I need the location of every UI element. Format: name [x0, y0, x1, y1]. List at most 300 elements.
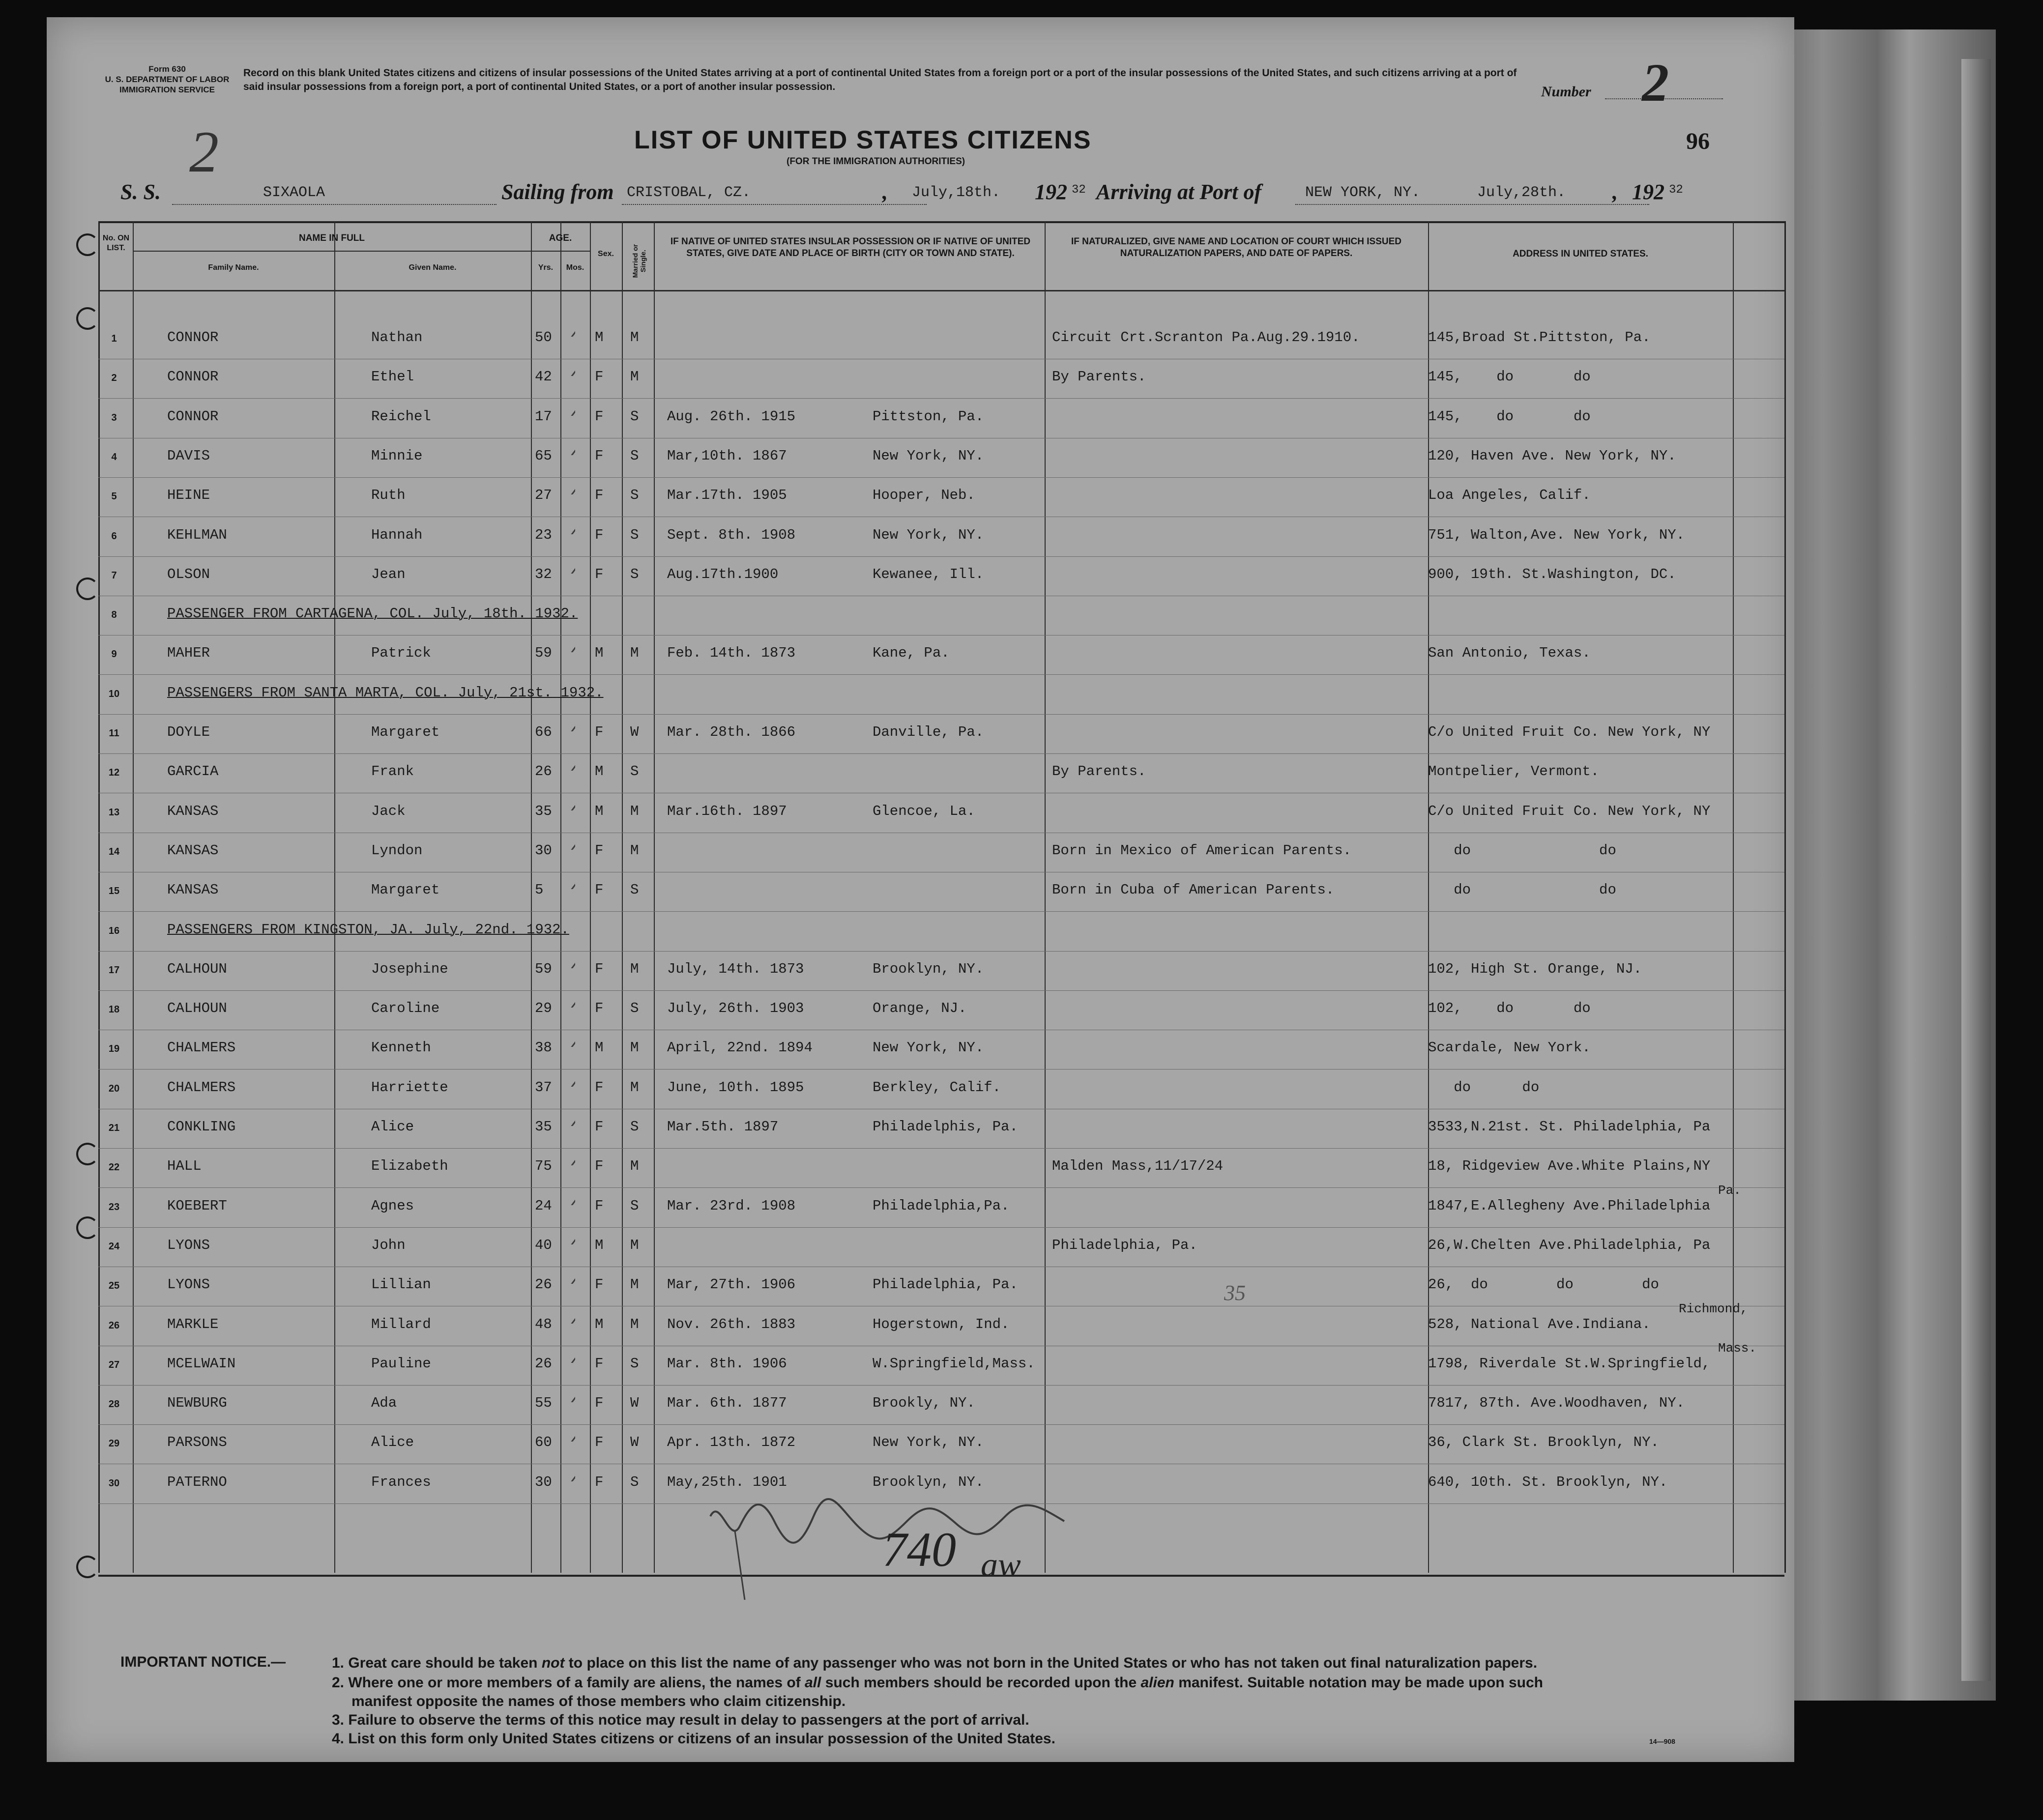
row-rule — [98, 635, 1784, 636]
check-mark — [555, 1304, 575, 1324]
address: 7817, 87th. Ave.Woodhaven, NY. — [1428, 1395, 1685, 1412]
address: C/o United Fruit Co. New York, NY — [1428, 803, 1711, 819]
address: 528, National Ave.Indiana. — [1428, 1316, 1651, 1332]
binder-hole — [76, 1216, 99, 1239]
family-name: LYONS — [167, 1276, 210, 1293]
birth-date: Mar. 8th. 1906 — [667, 1355, 787, 1372]
list-number-handwritten: 2 — [1642, 53, 1669, 113]
count-handwritten: 740 — [882, 1522, 956, 1577]
marital-status: M — [630, 960, 639, 977]
birth-date: Mar,10th. 1867 — [667, 447, 787, 464]
birth-date: Nov. 26th. 1883 — [667, 1316, 796, 1332]
family-name: HEINE — [167, 487, 210, 504]
section-heading: PASSENGER FROM CARTAGENA, COL. July, 18th. 1932. — [167, 606, 578, 622]
sex: F — [595, 526, 604, 543]
header-given-name: Given Name. — [409, 263, 457, 272]
row-number: 19 — [108, 1043, 120, 1055]
family-name: KEHLMAN — [167, 526, 227, 543]
address: 1847,E.Allegheny Ave.Philadelphia — [1428, 1197, 1711, 1214]
address: Scardale, New York. — [1428, 1040, 1591, 1056]
row-number: 1 — [111, 333, 117, 344]
marital-status: S — [630, 882, 639, 898]
binder-hole — [76, 233, 99, 256]
sex: F — [595, 882, 604, 898]
given-name: Kenneth — [371, 1040, 431, 1056]
check-mark — [555, 1264, 575, 1284]
header-address: ADDRESS IN UNITED STATES. — [1513, 249, 1648, 259]
form-identification — [103, 64, 231, 95]
year-suffix-1: 32 — [1072, 183, 1086, 197]
check-mark — [555, 830, 575, 850]
given-name: Nathan — [371, 329, 423, 346]
section-heading: PASSENGERS FROM SANTA MARTA, COL. July, 21st. 1932. — [167, 684, 604, 701]
row-number: 7 — [111, 570, 117, 581]
arrive-date: July,28th. — [1477, 184, 1566, 201]
sex: M — [595, 1316, 604, 1332]
family-name: KANSAS — [167, 803, 219, 819]
page-title: LIST OF UNITED STATES CITIZENS — [634, 126, 1092, 154]
check-mark — [555, 475, 575, 494]
birth-place: Brooklyn, NY. — [873, 960, 984, 977]
family-name: MAHER — [167, 645, 210, 662]
ship-name: SIXAOLA — [263, 184, 325, 201]
row-number: 18 — [108, 1004, 120, 1015]
row-rule — [98, 674, 1784, 675]
age-years: 5 — [535, 882, 544, 898]
sex: F — [595, 1395, 604, 1412]
marital-status: S — [630, 763, 639, 780]
year-prefix-2: 192 — [1632, 180, 1664, 204]
given-name: Ada — [371, 1395, 397, 1412]
birth-date: Mar. 23rd. 1908 — [667, 1197, 796, 1214]
family-name: PARSONS — [167, 1434, 227, 1451]
age-years: 26 — [535, 1355, 552, 1372]
page-subtitle: (FOR THE IMMIGRATION AUTHORITIES) — [787, 156, 965, 167]
col-line — [334, 221, 335, 1573]
age-years: 37 — [535, 1079, 552, 1096]
birth-place: Hogerstown, Ind. — [873, 1316, 1010, 1332]
birth-place: Philadelphia,Pa. — [873, 1197, 1010, 1214]
row-rule — [98, 1227, 1784, 1228]
binder-hole — [76, 1556, 99, 1578]
marital-status: S — [630, 447, 639, 464]
sex: F — [595, 1119, 604, 1135]
header-sex: Sex. — [598, 250, 614, 258]
given-name: Agnes — [371, 1197, 414, 1214]
row-number: 14 — [108, 846, 120, 857]
given-name: John — [371, 1237, 406, 1253]
age-years: 59 — [535, 645, 552, 662]
check-mark — [555, 356, 575, 376]
age-years: 26 — [535, 763, 552, 780]
passenger-table — [98, 221, 1784, 1577]
notice-item-1: 1. Great care should be taken not to place on this list the name of any passenger who was not born in the United States or who has not taken out final naturalization papers. — [332, 1655, 1538, 1671]
sex: F — [595, 487, 604, 504]
naturalization: By Parents. — [1052, 763, 1146, 780]
check-mark — [555, 396, 575, 416]
check-mark — [555, 554, 575, 574]
family-name: GARCIA — [167, 763, 219, 780]
given-name: Elizabeth — [371, 1158, 448, 1175]
family-name: HALL — [167, 1158, 202, 1175]
birth-place: W.Springfield,Mass. — [873, 1355, 1035, 1372]
family-name: NEWBURG — [167, 1395, 227, 1412]
row-number: 13 — [108, 807, 120, 818]
address: 640, 10th. St. Brooklyn, NY. — [1428, 1473, 1668, 1490]
row-rule — [98, 911, 1784, 912]
age-years: 59 — [535, 960, 552, 977]
row-rule — [98, 951, 1784, 952]
row-number: 22 — [108, 1162, 120, 1173]
address: 751, Walton,Ave. New York, NY. — [1428, 526, 1685, 543]
marital-status: M — [630, 842, 639, 859]
check-mark — [555, 1067, 575, 1087]
given-name: Frances — [371, 1473, 431, 1490]
header-married-single: Married or Single. — [631, 244, 647, 278]
page-number: 96 — [1686, 128, 1710, 154]
row-number: 9 — [111, 649, 117, 660]
birth-place: Brooklyn, NY. — [873, 1473, 984, 1490]
header-age: AGE. — [549, 233, 572, 243]
birth-date: Mar, 27th. 1906 — [667, 1276, 796, 1293]
age-years: 65 — [535, 447, 552, 464]
row-number: 10 — [108, 688, 120, 699]
birth-date: July, 14th. 1873 — [667, 960, 804, 977]
notice-item-2: 2. Where one or more members of a family are aliens, the names of all such members should be recorded upon the alien manifest. Suitable notation may be made upon such — [332, 1675, 1543, 1691]
marital-status: M — [630, 1237, 639, 1253]
age-years: 27 — [535, 487, 552, 504]
family-name: CONNOR — [167, 369, 219, 385]
given-name: Minnie — [371, 447, 423, 464]
age-years: 42 — [535, 369, 552, 385]
header-list-number: No. ON LIST. — [102, 234, 130, 252]
marital-status: M — [630, 1276, 639, 1293]
sex: F — [595, 408, 604, 425]
age-years: 24 — [535, 1197, 552, 1214]
family-name: KANSAS — [167, 842, 219, 859]
birth-place: Philadelphia, Pa. — [873, 1276, 1018, 1293]
given-name: Lillian — [371, 1276, 431, 1293]
stamp-number-handwritten: 35 — [1224, 1281, 1246, 1305]
check-mark — [555, 317, 575, 337]
birth-place: Glencoe, La. — [873, 803, 975, 819]
age-years: 35 — [535, 803, 552, 819]
sex: F — [595, 1473, 604, 1490]
birth-place: Berkley, Calif. — [873, 1079, 1001, 1096]
sex: F — [595, 1434, 604, 1451]
sex: F — [595, 1079, 604, 1096]
check-mark — [555, 791, 575, 810]
row-number: 12 — [108, 767, 120, 779]
age-years: 30 — [535, 842, 552, 859]
birth-date: Mar.5th. 1897 — [667, 1119, 779, 1135]
sex: F — [595, 1276, 604, 1293]
sex: F — [595, 1197, 604, 1214]
naturalization: Born in Cuba of American Parents. — [1052, 882, 1335, 898]
age-years: 40 — [535, 1237, 552, 1253]
address: do do — [1428, 882, 1616, 898]
given-name: Alice — [371, 1434, 414, 1451]
address: do do — [1428, 842, 1616, 859]
marital-status: S — [630, 1355, 639, 1372]
header-months: Mos. — [566, 263, 584, 272]
header-subline — [133, 251, 590, 252]
check-mark — [555, 1225, 575, 1244]
address: 26,W.Chelten Ave.Philadelphia, Pa — [1428, 1237, 1711, 1253]
sex: F — [595, 724, 604, 740]
birth-place: Danville, Pa. — [873, 724, 984, 740]
naturalization: Born in Mexico of American Parents. — [1052, 842, 1352, 859]
col-line — [531, 221, 532, 1573]
binder-hole — [76, 1143, 99, 1165]
address: 145,Broad St.Pittston, Pa. — [1428, 329, 1651, 346]
row-number: 11 — [109, 728, 119, 739]
notice-item-3: 3. Failure to observe the terms of this notice may result in delay to passengers at the port of arrival. — [332, 1712, 1029, 1728]
age-years: 26 — [535, 1276, 552, 1293]
birth-date: Mar.17th. 1905 — [667, 487, 787, 504]
check-mark — [555, 633, 575, 652]
margin-mark-handwritten: 2 — [189, 119, 219, 184]
age-years: 32 — [535, 566, 552, 582]
address: 1798, Riverdale St.W.Springfield, — [1428, 1355, 1711, 1372]
address-overflow: Pa. — [1718, 1183, 1741, 1198]
marital-status: M — [630, 1079, 639, 1096]
address: do do — [1428, 1079, 1540, 1096]
address: 26, do do do — [1428, 1276, 1659, 1293]
check-mark — [555, 1185, 575, 1205]
comma-2: , — [1612, 180, 1618, 204]
age-years: 23 — [535, 526, 552, 543]
marital-status: M — [630, 329, 639, 346]
check-mark — [555, 1343, 575, 1363]
check-mark — [555, 988, 575, 1008]
given-name: Alice — [371, 1119, 414, 1135]
number-label: Number — [1541, 84, 1591, 100]
family-name: OLSON — [167, 566, 210, 582]
birth-place: Kewanee, Ill. — [873, 566, 984, 582]
arriving-label: Arriving at Port of — [1096, 180, 1262, 204]
check-mark — [555, 949, 575, 968]
row-rule — [98, 1385, 1784, 1386]
family-name: PATERNO — [167, 1473, 227, 1490]
sex: F — [595, 1158, 604, 1175]
address: 102, do do — [1428, 1000, 1591, 1017]
row-number: 25 — [108, 1280, 120, 1292]
given-name: Hannah — [371, 526, 423, 543]
given-name: Pauline — [371, 1355, 431, 1372]
given-name: Harriette — [371, 1079, 448, 1096]
address: 36, Clark St. Brooklyn, NY. — [1428, 1434, 1659, 1451]
row-rule — [98, 477, 1784, 478]
given-name: Jack — [371, 803, 406, 819]
notice-item-2-cont: manifest opposite the names of those members who claim citizenship. — [351, 1693, 846, 1709]
marital-status: M — [630, 645, 639, 662]
birth-date: Apr. 13th. 1872 — [667, 1434, 796, 1451]
col-line — [560, 221, 561, 1573]
manifest-page — [47, 17, 1794, 1762]
notice-heading: IMPORTANT NOTICE.— — [120, 1654, 286, 1670]
family-name: CALHOUN — [167, 960, 227, 977]
age-years: 35 — [535, 1119, 552, 1135]
row-number: 4 — [111, 451, 117, 462]
check-mark — [555, 712, 575, 731]
address: 145, do do — [1428, 408, 1591, 425]
header-years: Yrs. — [538, 263, 554, 272]
sex: M — [595, 1237, 604, 1253]
to-line — [1295, 204, 1649, 205]
address: 3533,N.21st. St. Philadelphia, Pa — [1428, 1119, 1711, 1135]
given-name: Caroline — [371, 1000, 440, 1017]
sex: F — [595, 369, 604, 385]
sex: M — [595, 1040, 604, 1056]
address: C/o United Fruit Co. New York, NY — [1428, 724, 1711, 740]
birth-place: Pittston, Pa. — [873, 408, 984, 425]
birth-place: New York, NY. — [873, 526, 984, 543]
sex: M — [595, 645, 604, 662]
given-name: Ethel — [371, 369, 414, 385]
comma-1: , — [882, 180, 888, 204]
check-mark — [555, 1462, 575, 1481]
naturalization: Malden Mass,11/17/24 — [1052, 1158, 1224, 1175]
sex: F — [595, 960, 604, 977]
address: 102, High St. Orange, NJ. — [1428, 960, 1642, 977]
row-number: 23 — [108, 1201, 120, 1213]
binder-hole — [76, 578, 99, 600]
underlying-pages-edge — [1961, 59, 1991, 1681]
row-number: 17 — [108, 964, 120, 976]
notice-item-4: 4. List on this form only United States citizens or citizens of an insular possession of the United States. — [332, 1731, 1055, 1747]
birth-date: Feb. 14th. 1873 — [667, 645, 796, 662]
marital-status: S — [630, 1197, 639, 1214]
row-number: 2 — [111, 373, 117, 384]
marital-status: M — [630, 1040, 639, 1056]
header-naturalized: IF NATURALIZED, GIVE NAME AND LOCATION OF COURT WHICH ISSUED NATURALIZATION PAPERS, AND DATE OF PAPERS. — [1071, 236, 1401, 259]
age-years: 75 — [535, 1158, 552, 1175]
marital-status: W — [630, 1434, 639, 1451]
sex: F — [595, 1000, 604, 1017]
age-years: 38 — [535, 1040, 552, 1056]
birth-place: Brookly, NY. — [873, 1395, 975, 1412]
marital-status: S — [630, 408, 639, 425]
age-years: 55 — [535, 1395, 552, 1412]
marital-status: S — [630, 1473, 639, 1490]
sex: F — [595, 1355, 604, 1372]
row-rule — [98, 398, 1784, 399]
row-rule — [98, 1187, 1784, 1188]
age-years: 17 — [535, 408, 552, 425]
sail-date: July,18th. — [912, 184, 1001, 201]
birth-place: Hooper, Neb. — [873, 487, 975, 504]
ship-line — [172, 204, 496, 205]
col-line — [590, 221, 591, 1573]
birth-place: Philadelphis, Pa. — [873, 1119, 1018, 1135]
given-name: Ruth — [371, 487, 406, 504]
given-name: Lyndon — [371, 842, 423, 859]
given-name: Patrick — [371, 645, 431, 662]
given-name: Margaret — [371, 724, 440, 740]
birth-place: Kane, Pa. — [873, 645, 950, 662]
col-line — [133, 221, 134, 1573]
sex: M — [595, 763, 604, 780]
naturalization: Circuit Crt.Scranton Pa.Aug.29.1910. — [1052, 329, 1360, 346]
address: Montpelier, Vermont. — [1428, 763, 1600, 780]
family-name: DOYLE — [167, 724, 210, 740]
sex: F — [595, 566, 604, 582]
family-name: MCELWAIN — [167, 1355, 236, 1372]
family-name: MARKLE — [167, 1316, 219, 1332]
header-family-name: Family Name. — [208, 263, 259, 272]
year-prefix-1: 192 — [1035, 180, 1067, 204]
row-number: 20 — [108, 1083, 120, 1094]
row-number: 8 — [111, 609, 117, 621]
marital-status: M — [630, 1316, 639, 1332]
marital-status: S — [630, 1000, 639, 1017]
family-name: CHALMERS — [167, 1079, 236, 1096]
address: San Antonio, Texas. — [1428, 645, 1591, 662]
marital-status: S — [630, 526, 639, 543]
sex: M — [595, 803, 604, 819]
row-number: 24 — [108, 1241, 120, 1252]
age-years: 66 — [535, 724, 552, 740]
marital-status: W — [630, 1395, 639, 1412]
family-name: CHALMERS — [167, 1040, 236, 1056]
row-number: 16 — [108, 925, 120, 936]
form-instructions: Record on this blank United States citizens and citizens of insular possessions of the United States arriving at a port of continental United States from a foreign port or a port of the insular possessions of the United States, and such citizens arriving at a port of said insular possessions from a foreign port, a port of continental United States, or a port of another insular possession. — [243, 67, 1517, 92]
row-number: 6 — [111, 530, 117, 542]
birth-place: New York, NY. — [873, 1040, 984, 1056]
header-bottom-line — [98, 290, 1784, 291]
birth-place: New York, NY. — [873, 1434, 984, 1451]
count-suffix-handwritten: aw — [981, 1546, 1021, 1584]
col-line — [98, 221, 100, 1573]
address: 120, Haven Ave. New York, NY. — [1428, 447, 1676, 464]
birth-date: July, 26th. 1903 — [667, 1000, 804, 1017]
given-name: Reichel — [371, 408, 431, 425]
family-name: CALHOUN — [167, 1000, 227, 1017]
address: 145, do do — [1428, 369, 1591, 385]
row-rule — [98, 714, 1784, 715]
birth-date: Mar. 6th. 1877 — [667, 1395, 787, 1412]
row-number: 5 — [111, 491, 117, 502]
marital-status: S — [630, 487, 639, 504]
department-name: U. S. DEPARTMENT OF LABOR — [105, 75, 230, 84]
given-name: Frank — [371, 763, 414, 780]
sex: F — [595, 447, 604, 464]
form-number: Form 630 — [148, 64, 186, 74]
birth-date: Mar. 28th. 1866 — [667, 724, 796, 740]
age-years: 29 — [535, 1000, 552, 1017]
age-years: 30 — [535, 1473, 552, 1490]
family-name: CONNOR — [167, 408, 219, 425]
address: Loa Angeles, Calif. — [1428, 487, 1591, 504]
service-name: IMMIGRATION SERVICE — [119, 85, 215, 94]
birth-date: Sept. 8th. 1908 — [667, 526, 796, 543]
col-line — [1784, 221, 1786, 1573]
family-name: CONNOR — [167, 329, 219, 346]
birth-date: Aug. 26th. 1915 — [667, 408, 796, 425]
age-years: 48 — [535, 1316, 552, 1332]
row-number: 28 — [108, 1399, 120, 1410]
family-name: LYONS — [167, 1237, 210, 1253]
marital-status: S — [630, 1119, 639, 1135]
naturalization: Philadelphia, Pa. — [1052, 1237, 1197, 1253]
given-name: Millard — [371, 1316, 431, 1332]
binder-hole — [76, 307, 99, 330]
address-overflow: Richmond, — [1679, 1301, 1748, 1316]
check-mark — [555, 1027, 575, 1047]
check-mark — [555, 751, 575, 771]
row-number: 29 — [108, 1438, 120, 1449]
